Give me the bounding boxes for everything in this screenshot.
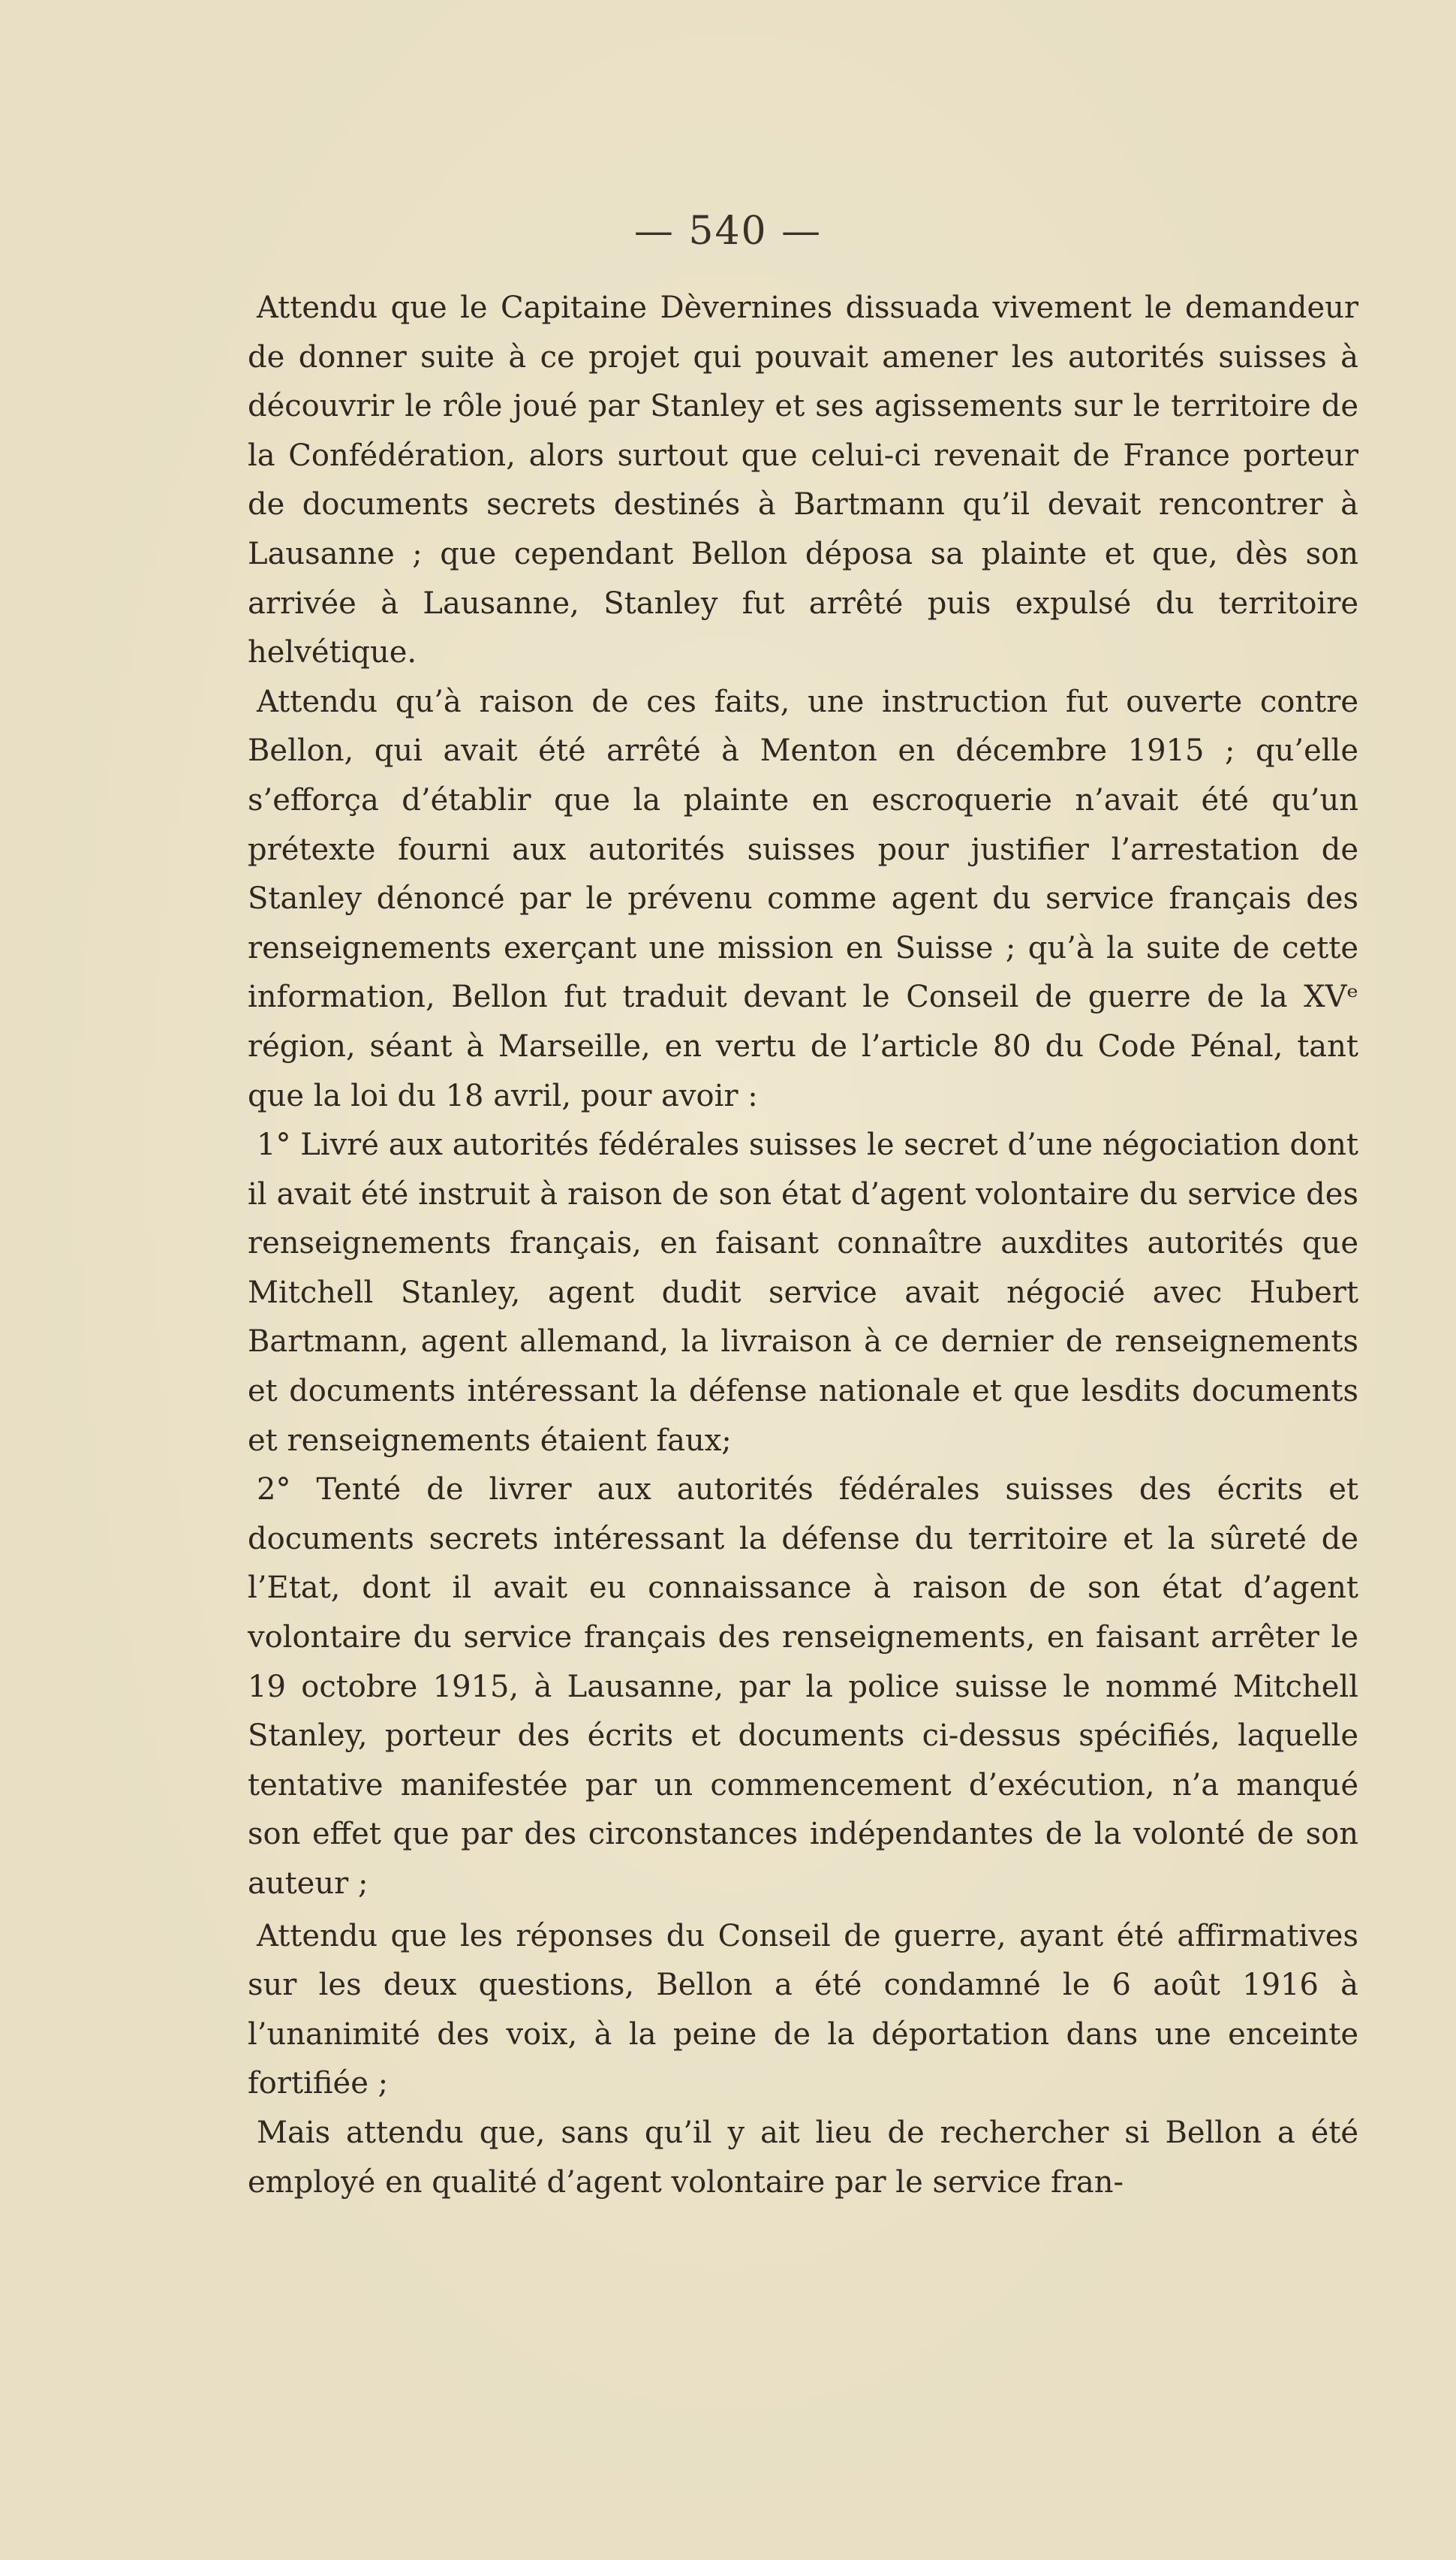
body-text bbox=[248, 284, 1358, 2207]
paragraph-6: Mais attendu que, sans qu’il y ait lieu de rechercher si Bellon a été employé en qualité d’agent volontaire par le service fran- bbox=[248, 2115, 1358, 2200]
paragraph-5: Attendu que les réponses du Conseil de guerre, ayant été affirmatives sur les deux questions, Bellon a été condamné le 6 août 1916 à l’unanimité des voix, à la peine de la déportation dans une enceinte fortifiée ; bbox=[248, 1918, 1358, 2101]
page-number: — 540 — bbox=[633, 209, 823, 254]
paragraph-1: Attendu que le Capitaine Dèvernines dissuada vivement le demandeur de donner suite à ce projet qui pouvait amener les autorités suisses à découvrir le rôle joué par Stanley et ses agissements sur le territoire de la Confédération, alors surtout que celui-ci revenait de France porteur de documents secrets destinés à Bartmann qu’il devait rencontrer à Lausanne ; que cependant Bellon déposa sa plainte et que, dès son arrivée à Lausanne, Stanley fut arrêté puis expulsé du territoire helvétique. bbox=[248, 291, 1358, 670]
paragraph-3: 1° Livré aux autorités fédérales suisses le secret d’une négociation dont il avait été instruit à raison de son état d’agent volontaire du service des renseignements français, en faisant connaître auxdites autorités que Mitchell Stanley, agent dudit service avait négocié avec Hubert Bartmann, agent allemand, la livraison à ce dernier de renseignements et documents intéressant la défense nationale et que lesdits documents et renseignements étaient faux; bbox=[248, 1128, 1358, 1458]
paragraph-2: Attendu qu’à raison de ces faits, une instruction fut ouverte contre Bellon, qui avait été arrêté à Menton en décembre 1915 ; qu’elle s’efforça d’établir que la plainte en escroquerie n’avait été qu’un prétexte fourni aux autorités suisses pour justifier l’arrestation de Stanley dénoncé par le prévenu comme agent du service français des renseignements exerçant une mission en Suisse ; qu’à la suite de cette information, Bellon fut traduit devant le Conseil de guerre de la XVᵉ région, séant à Marseille, en vertu de l’article 80 du Code Pénal, tant que la loi du 18 avril, pour avoir : bbox=[248, 684, 1358, 1113]
paragraph-4: 2° Tenté de livrer aux autorités fédérales suisses des écrits et documents secrets intéressant la défense du territoire et la sûreté de l’Etat, dont il avait eu connaissance à raison de son état d’agent volontaire du service français des renseignements, en faisant arrêter le 19 octobre 1915, à Lausanne, par la police suisse le nommé Mitchell Stanley, porteur des écrits et documents ci-dessus spécifiés, laquelle tentative manifestée par un commencement d’exécution, n’a manqué son effet que par des circonstances indépendantes de la volonté de son auteur ; bbox=[248, 1472, 1358, 1901]
